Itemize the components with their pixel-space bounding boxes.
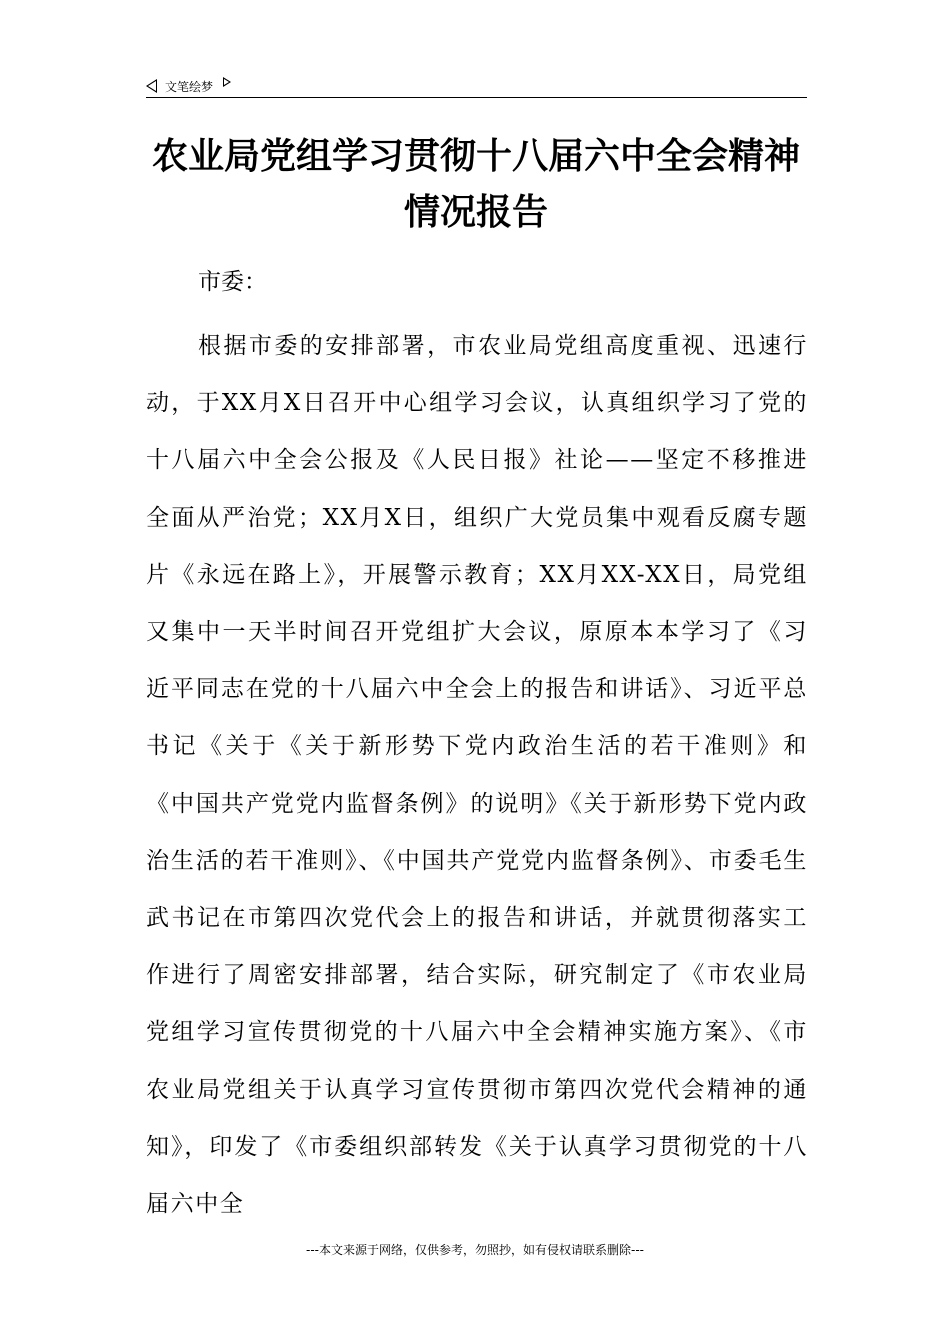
header-brand: 文笔绘梦 <box>165 79 214 94</box>
page-header <box>146 76 231 96</box>
triangle-right-icon <box>223 77 231 87</box>
triangle-left-icon <box>146 79 157 93</box>
footer-notice: ---本文来源于网络，仅供参考，勿照抄，如有侵权请联系删除--- <box>306 1243 644 1257</box>
document-title: 农业局党组学习贯彻十八届六中全会精神情况报告 <box>151 135 800 233</box>
body-paragraph: 根据市委的安排部署，市农业局党组高度重视、迅速行动，于XX月X日召开中心组学习会议，认真组织学习了党的十八届六中全会公报及《人民日报》社论——坚定不移推进全面从严治党；XX月X日，组织广大党员集中观看反腐专题片《永远在路上》，开展警示教育；XX月XX-XX日，局党组又集中一天半时间召开党组扩大会议，原原本本学习了《习近平同志在党的十八届六中全会上的报告和讲话》、习近平总书记《关于《关于新形势下党内政治生活的若干准则》和《中国共产党党内监督条例》的说明》《关于新形势下党内政治生活的若干准则》、《中国共产党党内监督条例》、市委毛生武书记在市第四次党代会上的报告和讲话，并就贯彻落实工作进行了周密安排部署，结合实际，研究制定了《市农业局党组学习宣传贯彻党的十八届六中全会精神实施方案》、《市农业局党组关于认真学习宣传贯彻市第四次党代会精神的通知》，印发了《市委组织部转发《关于认真学习贯彻党的十八届六中全 <box>146 333 808 1218</box>
salutation: 市委： <box>198 269 267 295</box>
header-divider <box>146 97 807 98</box>
